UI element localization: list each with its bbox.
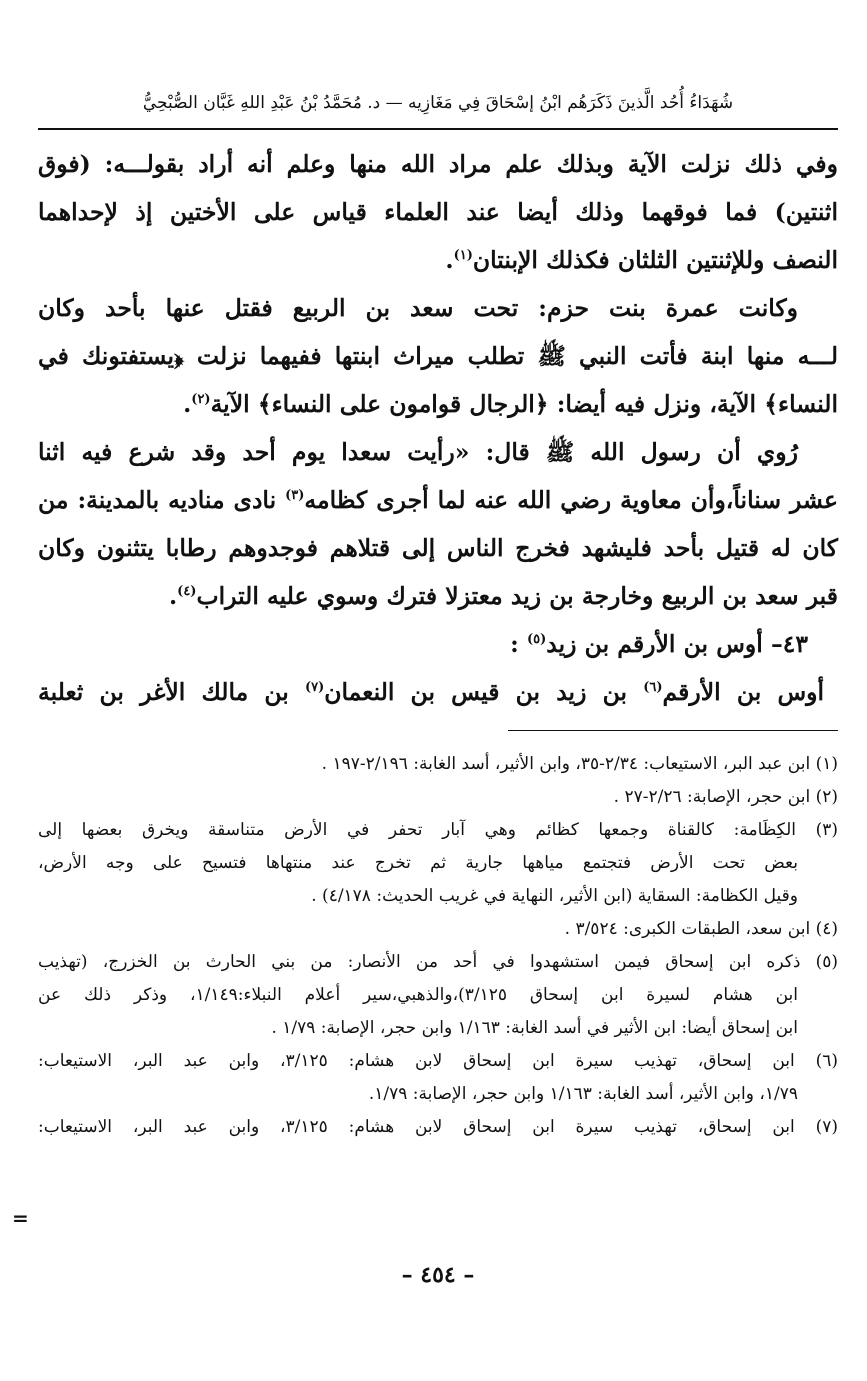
footnote-ref[interactable]: (٦) [643, 680, 663, 696]
footnote-ref[interactable]: (٥) [526, 632, 547, 648]
footnote-5 [38, 946, 838, 1045]
text-run: النصف وللإثنتين الثلثان فكذلك الإبنتان [472, 246, 838, 274]
text-line [38, 668, 838, 716]
footnote-line: (٥) ذكره ابن إسحاق فيمن استشهدوا في أحد من الأنصار: من بني الحارث بن الخزرج، (تهذيب [38, 952, 838, 972]
text-run: نادى مناديه بالمدينة: من [38, 486, 286, 514]
text-line [38, 620, 808, 668]
text-line: وفي ذلك نزلت الآية وبذلك علم مراد الله منها وعلم أنه أراد بقولـــه: (فوق [38, 150, 838, 178]
entry-name: – أوس بن الأرقم بن زيد [546, 630, 783, 658]
text-line: قبر سعد بن الربيع وخارجة بن زيد معتزلا فترك وسوي عليه التراب$^{(٤)}$. [168, 582, 838, 610]
footnote-line: ابن إسحاق أيضا: ابن الأثير في أسد الغابة: ١/١٦٣ وابن حجر، الإصابة: ١/٧٩ . [271, 1018, 798, 1038]
footnote-line: (٢) ابن حجر، الإصابة: ٢/٢٦-٢٧ . [613, 787, 838, 807]
footnote-ref[interactable]: (٧) [304, 680, 325, 696]
footnote-6 [38, 1045, 838, 1111]
footnote-line: (٣) الكِظَامة: كالقناة وجمعها كظائم وهي آبار تحفر في الأرض متناسقة ويخرق بعضها إلى [38, 820, 838, 840]
paragraph-2 [38, 284, 838, 428]
page-number: – ٤٥٤ – [401, 1262, 475, 1288]
text-line: رُوي أن رسول الله ﷺ قال: «رأيت سعدا يوم أحد وقد شرع فيه اثنا [38, 438, 798, 466]
footnote-line: (٤) ابن سعد، الطبقات الكبرى: ٣/٥٢٤ . [564, 919, 838, 939]
footnote-rule [508, 730, 838, 731]
text-line: النصف وللإثنتين الثلثان فكذلك الإبنتان$^{(١)}$. [445, 246, 838, 274]
text-line: وكانت عمرة بنت حزم: تحت سعد بن الربيع فقتل عنها بأحد وكان [38, 294, 798, 322]
text-line [38, 476, 838, 524]
text-line: كان له قتيل بأحد فليشهد فخرج الناس إلى قتلاهم فوجدوهم رطابا يتثنون وكان [38, 534, 838, 562]
continuation-mark: = [12, 1206, 29, 1230]
text-run: بن مالك الأغر بن ثعلبة [38, 678, 305, 706]
footnote-1 [38, 748, 838, 781]
footnote-line: (٦) ابن إسحاق، تهذيب سيرة ابن إسحاق لابن هشام: ٣/١٢٥، وابن عبد البر، الاستيعاب: [38, 1051, 838, 1071]
footnote-ref[interactable]: (٢) [191, 392, 211, 408]
text-line: لـــه منها ابنة فأتت النبي ﷺ تطلب ميراث ابنتها ففيهما نزلت ﴿يستفتونك في [38, 342, 838, 370]
entry-number: ٤٣ [782, 630, 808, 658]
footnote-line: بعض تحت الأرض فتجتمع مياهها جارية ثم تخرج عند منتهاها فتسيح على وجه الأرض، [38, 853, 798, 873]
book-page [12, 0, 838, 1381]
text-run: قبر سعد بن الربيع وخارجة بن زيد معتزلا فترك وسوي عليه التراب [196, 582, 838, 610]
paragraph-4 [38, 668, 838, 716]
text-run: النساء﴾ الآية، ونزل فيه أيضا: ﴿الرجال قوامون على النساء﴾ الآية [210, 390, 838, 418]
footnote-4 [38, 913, 838, 946]
footnotes [38, 748, 838, 1144]
footnote-line: (٧) ابن إسحاق، تهذيب سيرة ابن إسحاق لابن هشام: ٣/١٢٥، وابن عبد البر، الاستيعاب: [38, 1117, 838, 1137]
footnote-line: ابن هشام لسيرة ابن إسحاق ٣/١٢٥)،والذهبي،سير أعلام النبلاء:١/١٤٩، وذكر ذلك عن [38, 985, 798, 1005]
footnote-line: وقيل الكظامة: السقاية (ابن الأثير، النهاية في غريب الحديث: ٤/١٧٨) . [311, 886, 798, 906]
paragraph-1 [38, 140, 838, 284]
text-run: عشر سناناً،وأن معاوية رضي الله عنه لما أجرى كظامه [304, 486, 838, 514]
footnote-line: (١) ابن عبد البر، الاستيعاب: ٢/٣٤-٣٥، وابن الأثير، أسد الغابة: ٢/١٩٦-١٩٧ . [321, 754, 838, 774]
footnote-3 [38, 814, 838, 913]
text-line: النساء﴾ الآية، ونزل فيه أيضا: ﴿الرجال قوامون على النساء﴾ الآية$^{(٢)}$. [183, 390, 838, 418]
footnote-ref[interactable]: (١) [453, 248, 473, 264]
main-text [38, 140, 838, 716]
text-line: اثنتين) فما فوقهما وذلك أيضا عند العلماء قياس على الأختين إذ لإحداهما [38, 198, 838, 226]
footnote-2 [38, 781, 838, 814]
footnote-ref[interactable]: (٤) [177, 584, 197, 600]
footnote-ref[interactable]: (٣) [285, 488, 305, 504]
footnote-7 [38, 1111, 838, 1144]
footnote-line: ١/٧٩، وابن الأثير، أسد الغابة: ١/١٦٣ وابن حجر، الإصابة: ١/٧٩. [368, 1084, 798, 1104]
text-run: بن زيد بن قيس بن النعمان [324, 678, 644, 706]
text-run: : [510, 630, 527, 658]
text-run: أوس بن الأرقم [662, 678, 825, 706]
running-head: شُهَدَاءُ أُحُد الَّذينَ ذَكَرَهُم ابْنُ إسْحَاقَ فِي مَغَازِيه — د. مُحَمَّدُ بْنُ عَبْدِ اللهِ غَبَّان الصُّبْحِيُّ [142, 93, 734, 113]
paragraph-3 [38, 428, 838, 620]
header-rule [38, 128, 838, 130]
entry-heading [38, 620, 838, 668]
